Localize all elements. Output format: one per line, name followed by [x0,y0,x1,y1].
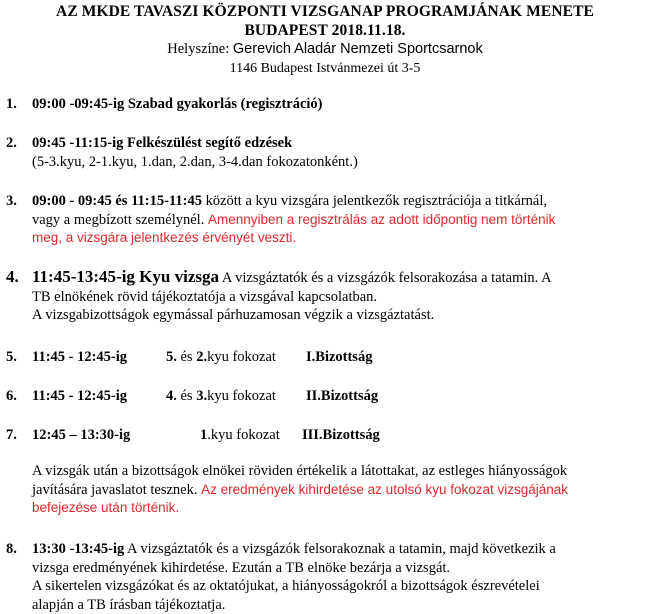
venue-name: Gerevich Aladár Nemzeti Sportcsarnok [232,41,483,57]
item-grade: 4. és 3.kyu fokozat [166,388,276,404]
item-number: 8. [6,541,17,557]
item-number: 2. [6,135,17,151]
item-text: A vizsgáztatók és a vizsgázók felsorakozása a tatamin. A [219,270,552,286]
item-number: 5. [6,349,17,365]
venue-label: Helyszíne: [167,41,233,57]
warning-text: Az eredmények kihirdetése az utolsó kyu fokozat vizsgájának [201,481,569,497]
title-line-2: BUDAPEST 2018.11.18. [244,22,406,39]
paragraph-text: A vizsgák után a bizottságok elnökei röviden értékelik a látottakat, az estleges hiányosságok [32,463,568,479]
title-line-1: AZ MKDE TAVASZI KÖZPONTI VIZSGANAP PROGRAMJÁNAK MENETE [56,3,594,20]
item-number: 6. [6,388,17,404]
item-text: A vizsgabizottságok egymással párhuzamosan végzik a vizsgáztatást. [32,307,435,323]
item-time: 11:45 - 12:45-ig [32,388,128,404]
item-line: 09:00 -09:45-ig Szabad gyakorlás (regisztráció) [32,96,323,112]
venue-line [0,40,650,59]
item-text: A vizsgáztatók és a vizsgázók felsorakoznak a tatamin, majd következik a [124,541,556,557]
item-text: vagy a megbízott személynél. [32,211,208,228]
item-grade: 5. és 2.kyu fokozat [166,349,276,365]
item-time: 09:00 - 09:45 és 11:15-11:45 [32,193,202,209]
item-committee: I.Bizottság [306,349,373,365]
item-number: 3. [6,193,17,209]
item-line: (5-3.kyu, 2-1.kyu, 1.dan, 2.dan, 3-4.dan fokozatonként.) [32,153,358,170]
warning-text: meg, a vizsgára jelentkezés érvényét veszti. [32,230,297,245]
item-number: 1. [6,96,17,112]
document-header [0,2,650,78]
item-grade: 1.kyu fokozat [200,427,280,443]
item-time: 12:45 – 13:30-ig [32,427,131,443]
item-text: alapján a TB írásban tájékoztatja. [32,596,226,613]
item-line: 09:45 -11:15-ig Felkészülést segítő edzések [32,135,293,151]
item-text: vizsga eredményének kihirdetése. Ezután a TB elnöke bezárja a vizsgát. [32,559,451,576]
item-time: 11:45 - 12:45-ig [32,349,128,365]
warning-text: Amennyiben a regisztrálás az adott időpontig nem történik [207,211,556,227]
item-text: A sikertelen vizsgázókat és az oktatójukat, a hiányosságokról a bizottságok észrevételei [32,578,540,594]
warning-text: befejezése után történik. [32,500,180,515]
paragraph-text: javítására javaslatot tesznek. [32,481,202,498]
item-text: TB elnökének rövid tájékoztatója a vizsgával kapcsolatban. [32,288,378,305]
venue-address: 1146 Budapest Istvánmezei út 3-5 [229,61,421,76]
item-number: 4. [6,267,19,286]
item-time: 11:45-13:45-ig Kyu vizsga [32,267,219,286]
item-number: 7. [6,427,17,443]
item-text: között a kyu vizsgára jelentkezők regisztrációja a titkárnál, [201,193,547,209]
item-time: 13:30 -13:45-ig [32,541,125,557]
item-committee: II.Bizottság [306,388,379,404]
item-committee: III.Bizottság [302,427,380,443]
